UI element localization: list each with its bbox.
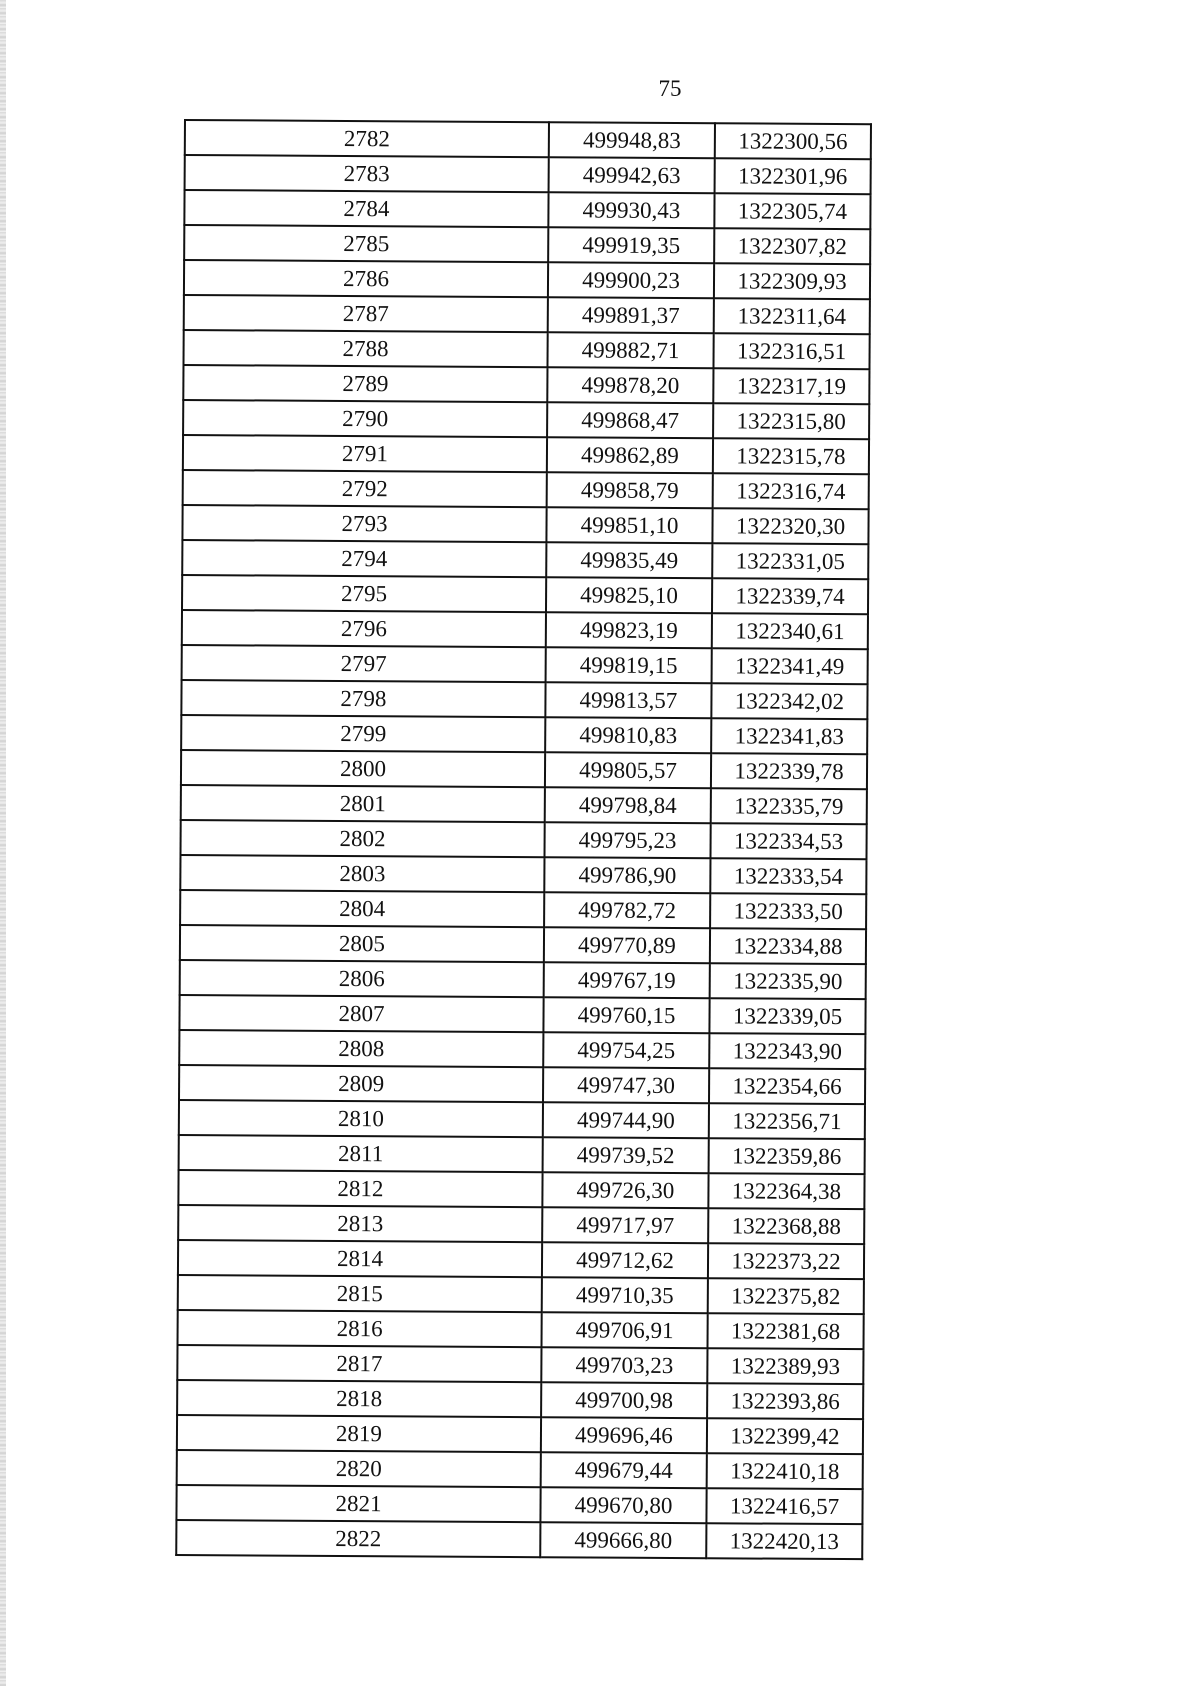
point-number-cell: 2794: [182, 540, 546, 577]
x-coordinate-cell: 499767,19: [544, 962, 710, 998]
point-number-cell: 2800: [181, 750, 545, 787]
point-number-cell: 2782: [185, 120, 549, 157]
y-coordinate-cell: 1322307,82: [714, 228, 870, 264]
table-row: [180, 890, 866, 929]
table-row: [182, 645, 868, 684]
y-coordinate-cell: 1322316,51: [713, 333, 869, 369]
point-number-cell: 2809: [179, 1065, 543, 1102]
x-coordinate-cell: 499882,71: [547, 332, 713, 368]
y-coordinate-cell: 1322341,83: [711, 718, 867, 754]
y-coordinate-cell: 1322343,90: [709, 1033, 865, 1069]
x-coordinate-cell: 499744,90: [543, 1102, 709, 1138]
scan-edge: [0, 0, 6, 1686]
y-coordinate-cell: 1322301,96: [715, 158, 871, 194]
point-number-cell: 2791: [183, 435, 547, 472]
point-number-cell: 2807: [179, 995, 543, 1032]
x-coordinate-cell: 499754,25: [543, 1032, 709, 1068]
x-coordinate-cell: 499666,80: [540, 1522, 706, 1558]
x-coordinate-cell: 499710,35: [542, 1277, 708, 1313]
point-number-cell: 2788: [183, 330, 547, 367]
x-coordinate-cell: 499862,89: [547, 437, 713, 473]
table-row: [178, 1170, 864, 1209]
point-number-cell: 2795: [182, 575, 546, 612]
y-coordinate-cell: 1322334,53: [710, 823, 866, 859]
table-row: [182, 505, 868, 544]
x-coordinate-cell: 499747,30: [543, 1067, 709, 1103]
y-coordinate-cell: 1322420,13: [706, 1523, 862, 1559]
table-row: [180, 960, 866, 999]
coordinates-table: [175, 119, 872, 1560]
point-number-cell: 2816: [178, 1310, 542, 1347]
point-number-cell: 2797: [182, 645, 546, 682]
y-coordinate-cell: 1322341,49: [712, 648, 868, 684]
y-coordinate-cell: 1322335,79: [711, 788, 867, 824]
point-number-cell: 2789: [183, 365, 547, 402]
coordinates-table-body: [176, 120, 871, 1559]
x-coordinate-cell: 499819,15: [546, 647, 712, 683]
y-coordinate-cell: 1322334,88: [710, 928, 866, 964]
table-row: [177, 1415, 863, 1454]
page-number: 75: [658, 76, 682, 101]
x-coordinate-cell: 499706,91: [542, 1312, 708, 1348]
point-number-cell: 2819: [177, 1415, 541, 1452]
table-row: [176, 1485, 862, 1524]
y-coordinate-cell: 1322339,05: [709, 998, 865, 1034]
table-row: [185, 155, 871, 194]
point-number-cell: 2783: [185, 155, 549, 192]
y-coordinate-cell: 1322381,68: [708, 1313, 864, 1349]
y-coordinate-cell: 1322320,30: [712, 508, 868, 544]
point-number-cell: 2790: [183, 400, 547, 437]
y-coordinate-cell: 1322309,93: [714, 263, 870, 299]
x-coordinate-cell: 499891,37: [548, 297, 714, 333]
y-coordinate-cell: 1322364,38: [708, 1173, 864, 1209]
x-coordinate-cell: 499868,47: [547, 402, 713, 438]
y-coordinate-cell: 1322399,42: [707, 1418, 863, 1454]
x-coordinate-cell: 499679,44: [541, 1452, 707, 1488]
y-coordinate-cell: 1322316,74: [713, 473, 869, 509]
point-number-cell: 2792: [183, 470, 547, 507]
x-coordinate-cell: 499835,49: [546, 542, 712, 578]
x-coordinate-cell: 499948,83: [549, 122, 715, 158]
point-number-cell: 2808: [179, 1030, 543, 1067]
point-number-cell: 2802: [181, 820, 545, 857]
point-number-cell: 2818: [177, 1380, 541, 1417]
x-coordinate-cell: 499760,15: [543, 997, 709, 1033]
x-coordinate-cell: 499770,89: [544, 927, 710, 963]
y-coordinate-cell: 1322331,05: [712, 543, 868, 579]
y-coordinate-cell: 1322340,61: [712, 613, 868, 649]
x-coordinate-cell: 499786,90: [544, 857, 710, 893]
y-coordinate-cell: 1322354,66: [709, 1068, 865, 1104]
point-number-cell: 2785: [184, 225, 548, 262]
point-number-cell: 2822: [176, 1520, 540, 1557]
point-number-cell: 2786: [184, 260, 548, 297]
table-row: [178, 1275, 864, 1314]
table-row: [183, 435, 869, 474]
y-coordinate-cell: 1322356,71: [709, 1103, 865, 1139]
x-coordinate-cell: 499700,98: [541, 1382, 707, 1418]
x-coordinate-cell: 499851,10: [546, 507, 712, 543]
y-coordinate-cell: 1322339,74: [712, 578, 868, 614]
table-row: [179, 1100, 865, 1139]
point-number-cell: 2805: [180, 925, 544, 962]
x-coordinate-cell: 499798,84: [545, 787, 711, 823]
y-coordinate-cell: 1322315,80: [713, 403, 869, 439]
table-row: [182, 610, 868, 649]
table-row: [179, 1030, 865, 1069]
table-row: [182, 540, 868, 579]
x-coordinate-cell: 499810,83: [545, 717, 711, 753]
x-coordinate-cell: 499712,62: [542, 1242, 708, 1278]
x-coordinate-cell: 499930,43: [548, 192, 714, 228]
y-coordinate-cell: 1322315,78: [713, 438, 869, 474]
y-coordinate-cell: 1322389,93: [707, 1348, 863, 1384]
point-number-cell: 2820: [177, 1450, 541, 1487]
y-coordinate-cell: 1322359,86: [709, 1138, 865, 1174]
table-row: [179, 995, 865, 1034]
table-row: [183, 365, 869, 404]
table-row: [178, 1205, 864, 1244]
point-number-cell: 2821: [176, 1485, 540, 1522]
x-coordinate-cell: 499900,23: [548, 262, 714, 298]
point-number-cell: 2804: [180, 890, 544, 927]
table-row: [178, 1310, 864, 1349]
point-number-cell: 2801: [181, 785, 545, 822]
point-number-cell: 2813: [178, 1205, 542, 1242]
y-coordinate-cell: 1322339,78: [711, 753, 867, 789]
x-coordinate-cell: 499795,23: [544, 822, 710, 858]
x-coordinate-cell: 499717,97: [542, 1207, 708, 1243]
point-number-cell: 2784: [184, 190, 548, 227]
table-row: [176, 1520, 862, 1559]
table-row: [181, 680, 867, 719]
x-coordinate-cell: 499703,23: [541, 1347, 707, 1383]
x-coordinate-cell: 499696,46: [541, 1417, 707, 1453]
x-coordinate-cell: 499919,35: [548, 227, 714, 263]
point-number-cell: 2810: [179, 1100, 543, 1137]
table-row: [183, 400, 869, 439]
x-coordinate-cell: 499942,63: [549, 157, 715, 193]
y-coordinate-cell: 1322305,74: [714, 193, 870, 229]
point-number-cell: 2793: [182, 505, 546, 542]
point-number-cell: 2812: [178, 1170, 542, 1207]
table-row: [179, 1065, 865, 1104]
point-number-cell: 2815: [178, 1275, 542, 1312]
table-row: [183, 330, 869, 369]
y-coordinate-cell: 1322300,56: [715, 123, 871, 159]
x-coordinate-cell: 499805,57: [545, 752, 711, 788]
point-number-cell: 2796: [182, 610, 546, 647]
x-coordinate-cell: 499825,10: [546, 577, 712, 613]
y-coordinate-cell: 1322410,18: [707, 1453, 863, 1489]
table-row: [180, 855, 866, 894]
table-row: [182, 575, 868, 614]
y-coordinate-cell: 1322368,88: [708, 1208, 864, 1244]
table-row: [178, 1240, 864, 1279]
table-row: [180, 925, 866, 964]
table-row: [177, 1345, 863, 1384]
y-coordinate-cell: 1322317,19: [713, 368, 869, 404]
table-row: [179, 1135, 865, 1174]
x-coordinate-cell: 499726,30: [542, 1172, 708, 1208]
point-number-cell: 2817: [177, 1345, 541, 1382]
point-number-cell: 2787: [184, 295, 548, 332]
table-row: [181, 715, 867, 754]
point-number-cell: 2799: [181, 715, 545, 752]
point-number-cell: 2806: [180, 960, 544, 997]
table-row: [185, 120, 871, 159]
x-coordinate-cell: 499858,79: [547, 472, 713, 508]
y-coordinate-cell: 1322333,50: [710, 893, 866, 929]
table-row: [184, 190, 870, 229]
y-coordinate-cell: 1322342,02: [711, 683, 867, 719]
y-coordinate-cell: 1322393,86: [707, 1383, 863, 1419]
point-number-cell: 2798: [181, 680, 545, 717]
x-coordinate-cell: 499813,57: [545, 682, 711, 718]
y-coordinate-cell: 1322311,64: [714, 298, 870, 334]
table-row: [181, 820, 867, 859]
table-row: [181, 785, 867, 824]
y-coordinate-cell: 1322373,22: [708, 1243, 864, 1279]
y-coordinate-cell: 1322335,90: [710, 963, 866, 999]
table-row: [177, 1380, 863, 1419]
x-coordinate-cell: 499878,20: [547, 367, 713, 403]
point-number-cell: 2814: [178, 1240, 542, 1277]
y-coordinate-cell: 1322375,82: [708, 1278, 864, 1314]
x-coordinate-cell: 499823,19: [546, 612, 712, 648]
x-coordinate-cell: 499670,80: [540, 1487, 706, 1523]
table-row: [184, 225, 870, 264]
point-number-cell: 2811: [179, 1135, 543, 1172]
point-number-cell: 2803: [180, 855, 544, 892]
y-coordinate-cell: 1322333,54: [710, 858, 866, 894]
table-row: [181, 750, 867, 789]
x-coordinate-cell: 499739,52: [543, 1137, 709, 1173]
table-row: [177, 1450, 863, 1489]
y-coordinate-cell: 1322416,57: [706, 1488, 862, 1524]
table-row: [184, 260, 870, 299]
x-coordinate-cell: 499782,72: [544, 892, 710, 928]
table-row: [184, 295, 870, 334]
table-row: [183, 470, 869, 509]
